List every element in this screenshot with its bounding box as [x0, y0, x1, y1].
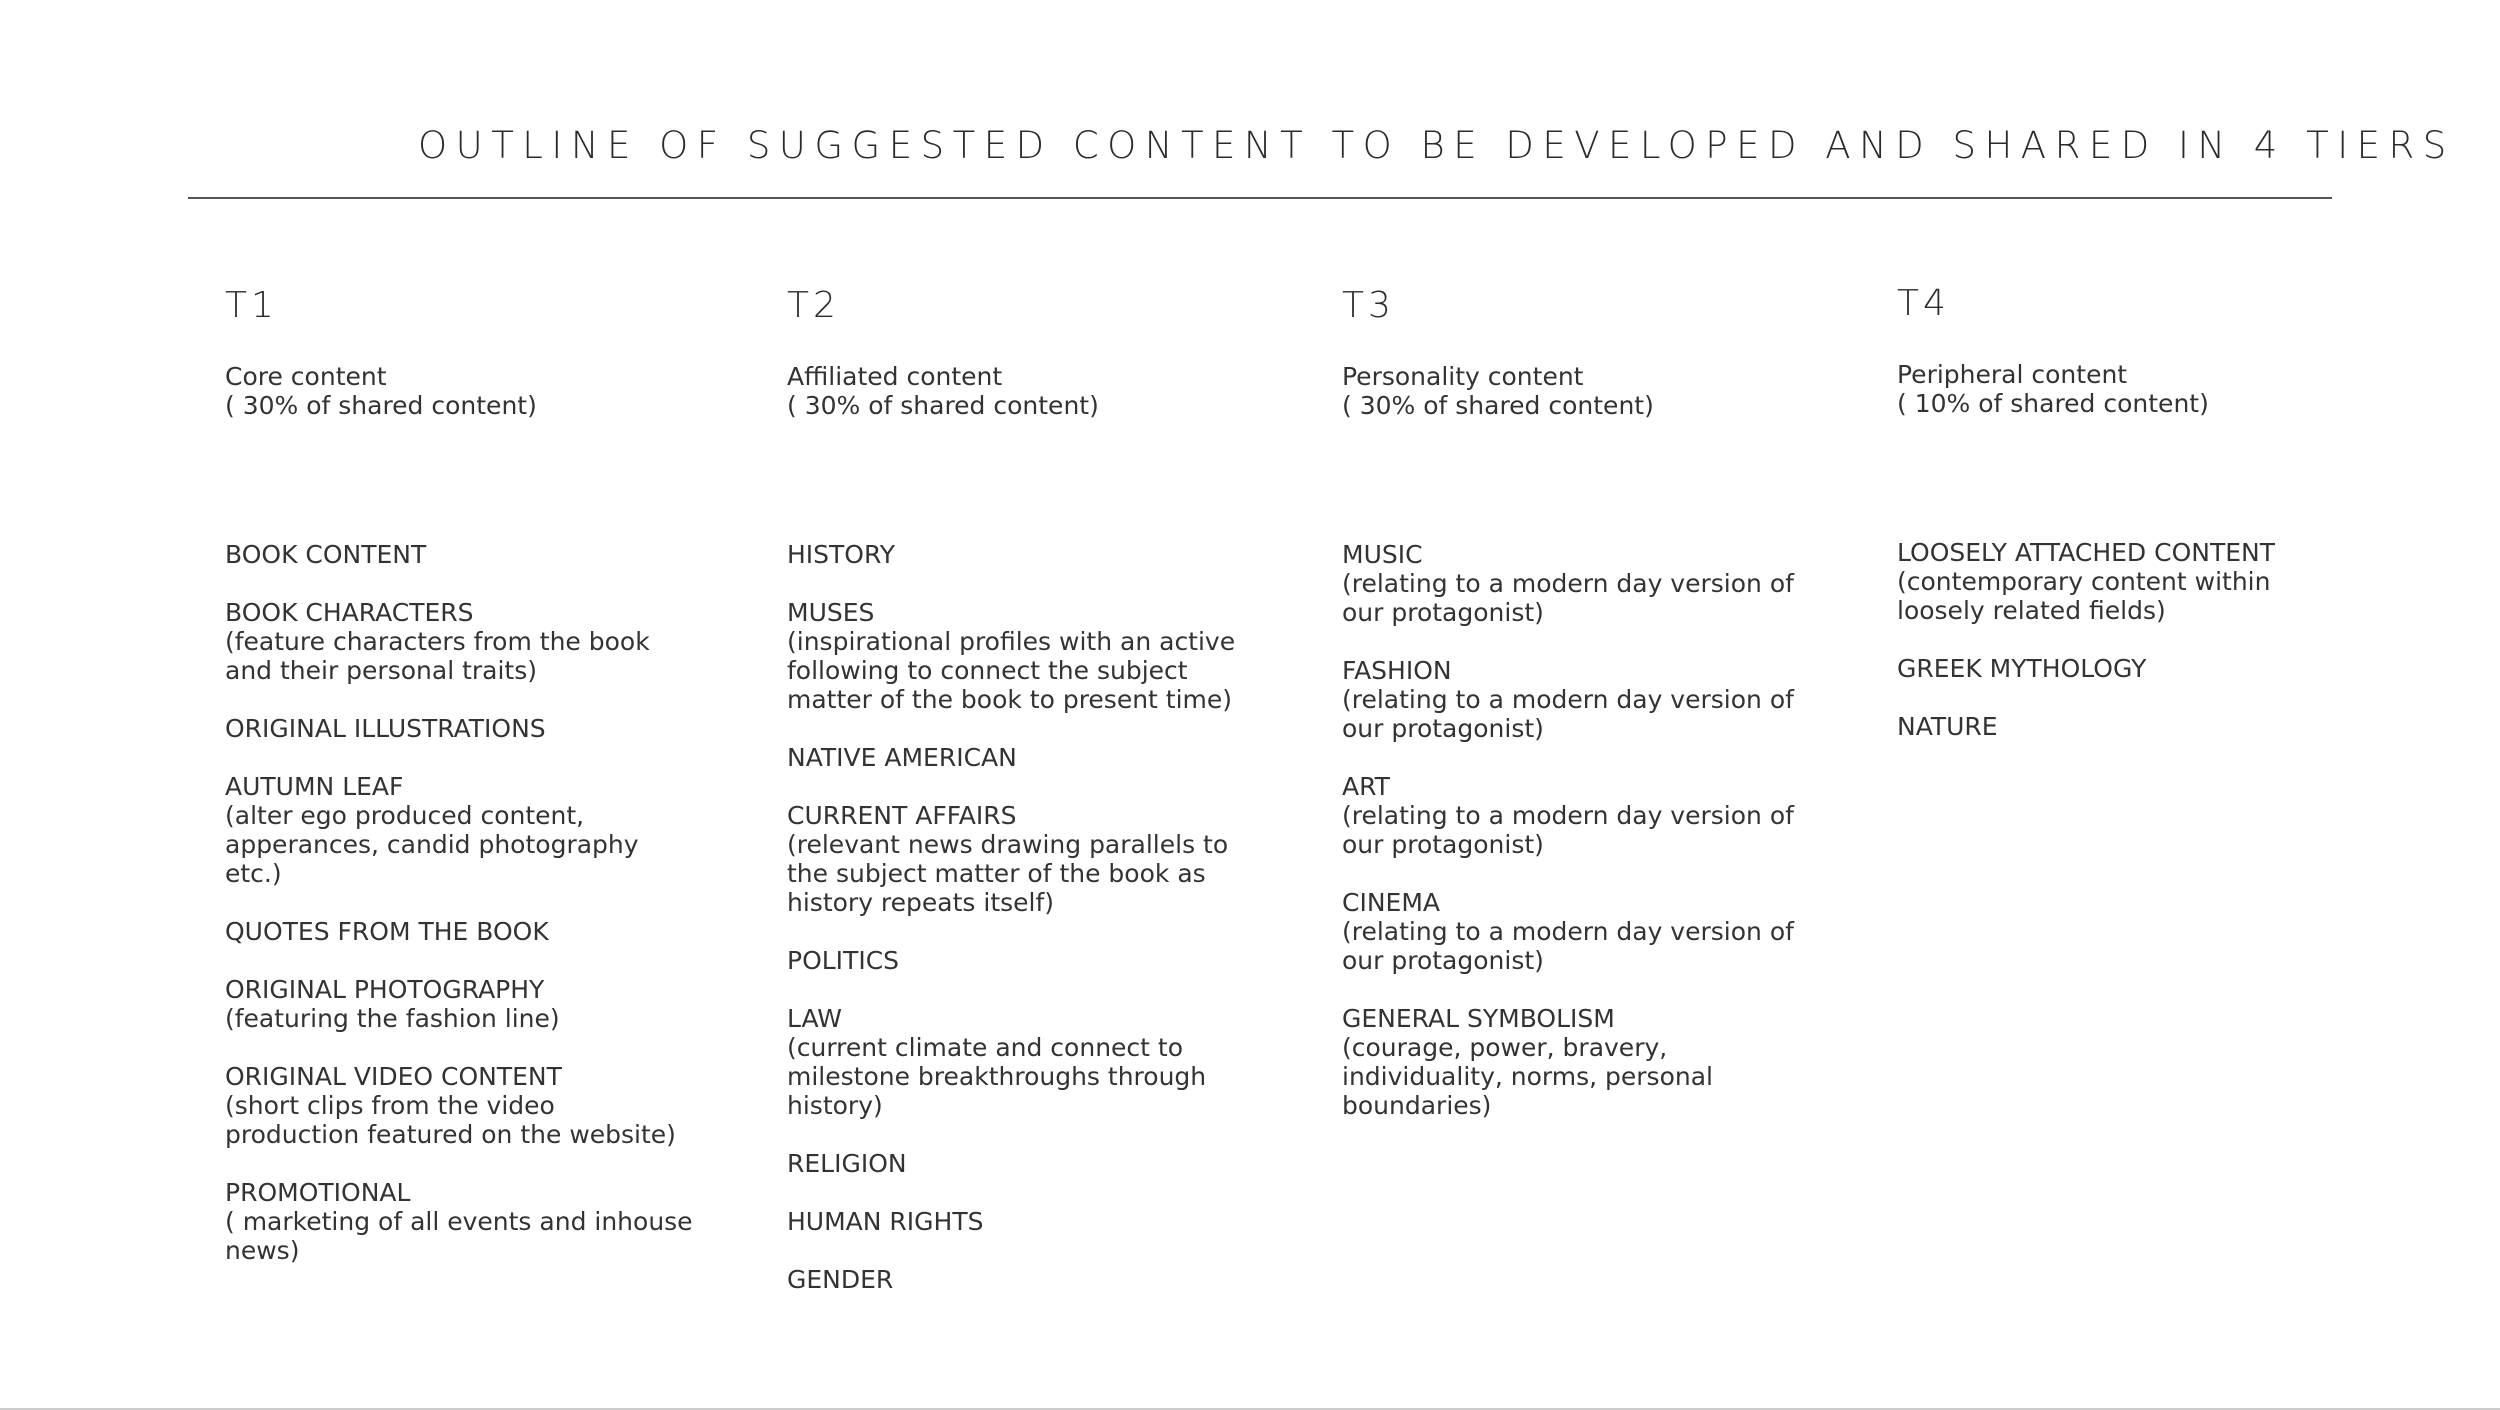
tier-label: T3	[1342, 285, 1395, 326]
content-item	[787, 1207, 1267, 1236]
content-item	[787, 743, 1267, 772]
content-item-heading: HUMAN RIGHTS	[787, 1207, 984, 1236]
content-item-heading: ORIGINAL VIDEO CONTENT	[225, 1062, 562, 1091]
content-item-heading: BOOK CHARACTERS	[225, 598, 474, 627]
content-item-description: (relating to a modern day version of our protagonist)	[1342, 569, 1794, 627]
content-item-heading: NATIVE AMERICAN	[787, 743, 1017, 772]
content-item-heading: ORIGINAL PHOTOGRAPHY	[225, 975, 545, 1004]
content-item	[1342, 656, 1822, 743]
content-item	[1897, 538, 2377, 625]
tier-item-list	[787, 540, 1267, 1323]
content-item-description: (relevant news drawing parallels to the subject matter of the book as history repeats itself)	[787, 830, 1229, 917]
tier-content-type: Personality content	[1342, 362, 1584, 391]
content-item-description: ( marketing of all events and inhouse news)	[225, 1207, 693, 1265]
title-divider	[188, 197, 2332, 199]
content-item-description: (relating to a modern day version of our protagonist)	[1342, 801, 1794, 859]
page-title: OUTLINE OF SUGGESTED CONTENT TO BE DEVELOPED AND SHARED IN 4 TIERS	[418, 124, 2455, 167]
content-item	[225, 1062, 705, 1149]
content-item-heading: NATURE	[1897, 712, 1998, 741]
tier-label: T2	[787, 285, 840, 326]
content-item	[787, 946, 1267, 975]
content-item-heading: ORIGINAL ILLUSTRATIONS	[225, 714, 546, 743]
content-item-heading: FASHION	[1342, 656, 1452, 685]
tier-item-list	[1342, 540, 1822, 1149]
tier-column-t4	[1897, 282, 2377, 741]
tier-subtitle	[1897, 360, 2377, 418]
content-item-heading: GREEK MYTHOLOGY	[1897, 654, 2147, 683]
tier-share-percent: ( 10% of shared content)	[1897, 389, 2209, 418]
tier-column-t3	[1342, 284, 1822, 1120]
tier-subtitle	[225, 362, 705, 420]
content-item-description: (alter ego produced content, apperances, candid photography etc.)	[225, 801, 639, 888]
content-item	[1897, 712, 2377, 741]
content-item	[787, 1265, 1267, 1294]
content-item-description: (inspirational profiles with an active following to connect the subject matter of the book to present time)	[787, 627, 1236, 714]
content-item-heading: CINEMA	[1342, 888, 1440, 917]
content-item-description: (feature characters from the book and their personal traits)	[225, 627, 650, 685]
content-item-heading: QUOTES FROM THE BOOK	[225, 917, 549, 946]
tier-content-type: Core content	[225, 362, 387, 391]
content-item-description: (courage, power, bravery, individuality, norms, personal boundaries)	[1342, 1033, 1713, 1120]
tier-label: T4	[1897, 283, 1950, 324]
content-item-heading: ART	[1342, 772, 1390, 801]
tier-share-percent: ( 30% of shared content)	[225, 391, 537, 420]
tier-share-percent: ( 30% of shared content)	[1342, 391, 1654, 420]
content-item-description: (relating to a modern day version of our protagonist)	[1342, 917, 1794, 975]
content-item	[225, 598, 705, 685]
content-item-description: (relating to a modern day version of our protagonist)	[1342, 685, 1794, 743]
content-item	[1342, 540, 1822, 627]
content-item	[787, 1149, 1267, 1178]
content-item	[225, 772, 705, 888]
content-item-heading: PROMOTIONAL	[225, 1178, 411, 1207]
content-item	[787, 598, 1267, 714]
tier-subtitle	[787, 362, 1267, 420]
content-item-description: (featuring the fashion line)	[225, 1004, 560, 1033]
content-item	[225, 540, 705, 569]
content-item	[787, 540, 1267, 569]
content-item-heading: LAW	[787, 1004, 842, 1033]
tier-share-percent: ( 30% of shared content)	[787, 391, 1099, 420]
content-item-description: (short clips from the video production featured on the website)	[225, 1091, 676, 1149]
content-item-heading: CURRENT AFFAIRS	[787, 801, 1017, 830]
content-item-heading: RELIGION	[787, 1149, 907, 1178]
content-item	[225, 975, 705, 1033]
tier-label: T1	[225, 285, 278, 326]
tier-content-type: Peripheral content	[1897, 360, 2128, 389]
tier-column-t2	[787, 284, 1267, 1294]
tier-item-list	[1897, 538, 2377, 770]
content-item-heading: GENERAL SYMBOLISM	[1342, 1004, 1615, 1033]
content-item	[1342, 772, 1822, 859]
content-item-heading: POLITICS	[787, 946, 900, 975]
content-item-heading: LOOSELY ATTACHED CONTENT	[1897, 538, 2275, 567]
content-item	[1897, 654, 2377, 683]
tier-item-list	[225, 540, 705, 1294]
content-item-heading: BOOK CONTENT	[225, 540, 427, 569]
content-item-heading: MUSES	[787, 598, 875, 627]
tier-content-type: Affiliated content	[787, 362, 1003, 391]
content-item	[225, 714, 705, 743]
content-item	[787, 1004, 1267, 1120]
content-item-heading: GENDER	[787, 1265, 894, 1294]
content-item	[1342, 1004, 1822, 1120]
content-item-heading: AUTUMN LEAF	[225, 772, 404, 801]
content-item	[1342, 888, 1822, 975]
content-item-description: (contemporary content within loosely related fields)	[1897, 567, 2271, 625]
content-item	[225, 1178, 705, 1265]
tier-subtitle	[1342, 362, 1822, 420]
content-item	[225, 917, 705, 946]
tier-column-t1	[225, 284, 705, 1265]
content-item-heading: MUSIC	[1342, 540, 1423, 569]
content-item-description: (current climate and connect to milestone breakthroughs through history)	[787, 1033, 1207, 1120]
content-item	[787, 801, 1267, 917]
content-item-heading: HISTORY	[787, 540, 896, 569]
